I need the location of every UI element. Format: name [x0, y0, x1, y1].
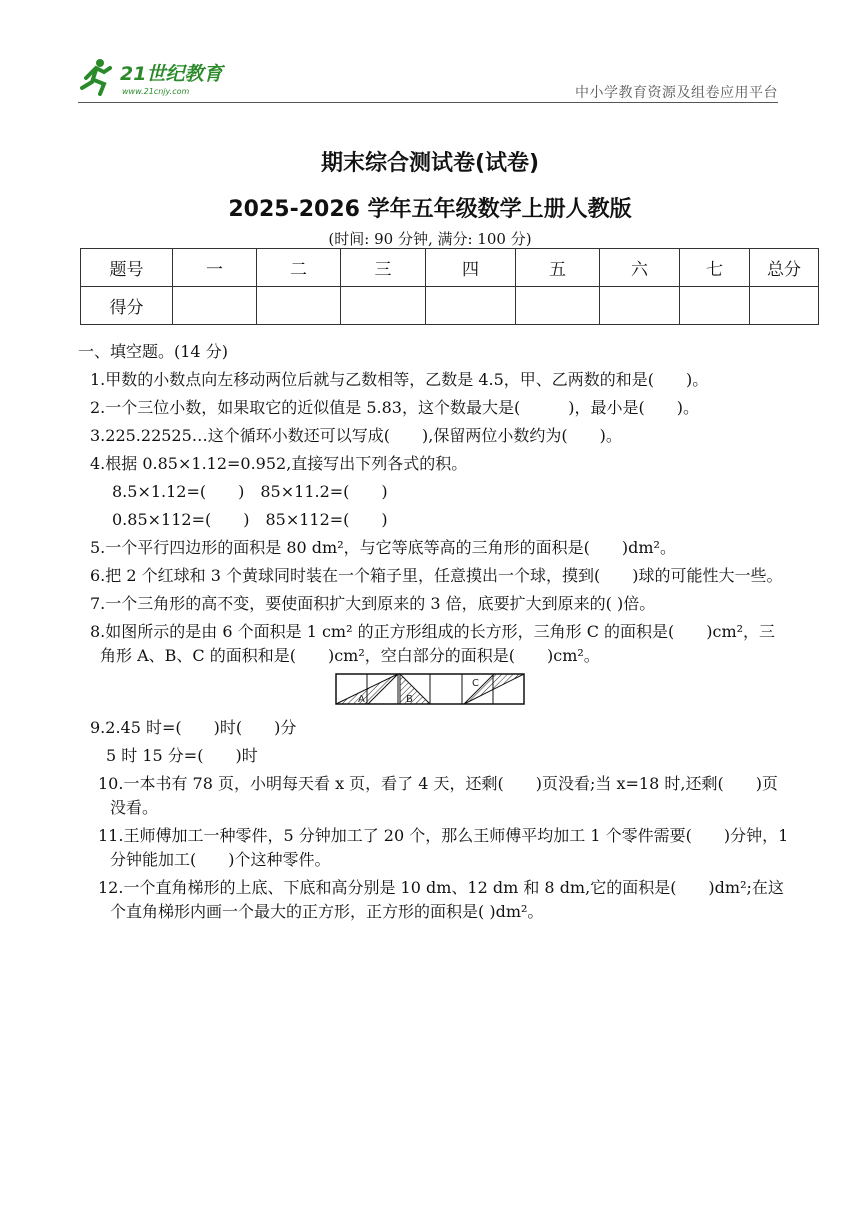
question-12: 12.一个直角梯形的上底、下底和高分别是 10 dm、12 dm 和 8 dm,它的面积是( )dm²;在这个直角梯形内画一个最大的正方形，正方形的面积是( )dm²。	[98, 878, 784, 921]
score-cell	[516, 287, 600, 325]
score-cell	[341, 287, 426, 325]
question-10: 10.一本书有 78 页，小明每天看 x 页，看了 4 天，还剩( )页没看;当 x=18 时,还剩( )页没看。	[98, 774, 778, 817]
score-table-score-row	[81, 287, 819, 325]
rectangle-figure	[78, 672, 790, 714]
question-3: 3.225.22525…这个循环小数还可以写成( ),保留两位小数约为( )。	[90, 426, 622, 445]
logo	[78, 56, 238, 100]
score-cell	[173, 287, 257, 325]
score-header-cell: 题号	[81, 249, 173, 287]
section-heading: 一、填空题。(14 分)	[78, 342, 228, 361]
score-cell	[600, 287, 680, 325]
question-4: 4.根据 0.85×1.12=0.952,直接写出下列各式的积。	[90, 454, 468, 473]
question-6: 6.把 2 个红球和 3 个黄球同时装在一个箱子里，任意摸出一个球，摸到( )球的可能性大一些。	[90, 566, 783, 585]
score-cell	[750, 287, 819, 325]
runner-icon	[82, 59, 110, 94]
score-cell	[426, 287, 516, 325]
platform-name: 中小学教育资源及组卷应用平台	[575, 85, 778, 101]
question-4-sub-2: 0.85×112=( ) 85×112=( )	[112, 510, 388, 529]
logo-url: www.21cnjy.com	[122, 87, 190, 96]
exam-subtitle: 2025-2026 学年五年级数学上册人教版	[228, 197, 632, 222]
exam-title: 期末综合测试卷(试卷)	[320, 151, 540, 176]
label-c: C	[472, 678, 479, 689]
score-header-cell: 一	[173, 249, 257, 287]
label-a: A	[358, 694, 365, 705]
score-header-cell: 五	[516, 249, 600, 287]
question-2: 2.一个三位小数，如果取它的近似值是 5.83，这个数最大是( )，最小是( )。	[90, 398, 699, 417]
time-info: (时间: 90 分钟, 满分: 100 分)	[328, 230, 532, 248]
score-table-header-row	[81, 249, 819, 287]
triangle-diagram	[334, 672, 526, 706]
score-header-cell: 总分	[750, 249, 819, 287]
question-9-sub: 5 时 15 分=( )时	[106, 746, 258, 765]
score-cell	[680, 287, 750, 325]
label-b: B	[406, 694, 413, 705]
question-1: 1.甲数的小数点向左移动两位后就与乙数相等，乙数是 4.5，甲、乙两数的和是( )。	[90, 370, 709, 389]
score-header-cell: 三	[341, 249, 426, 287]
question-7: 7.一个三角形的高不变，要使面积扩大到原来的 3 倍，底要扩大到原来的( )倍。	[90, 594, 656, 613]
triangle-b	[400, 674, 430, 704]
question-8: 8.如图所示的是由 6 个面积是 1 cm² 的正方形组成的长方形，三角形 C 的面积是( )cm²，三角形 A、B、C 的面积和是( )cm²，空白部分的面积是( )cm²。	[90, 622, 776, 665]
score-row-label: 得分	[81, 287, 173, 325]
header-divider	[78, 102, 778, 103]
score-cell	[257, 287, 341, 325]
question-11: 11.王师傅加工一种零件，5 分钟加工了 20 个，那么王师傅平均加工 1 个零件需要( )分钟，1 分钟能加工( )个这种零件。	[98, 826, 789, 869]
question-4-sub-1: 8.5×1.12=( ) 85×11.2=( )	[112, 482, 388, 501]
question-5: 5.一个平行四边形的面积是 80 dm²，与它等底等高的三角形的面积是( )dm²。	[90, 538, 676, 557]
logo-text: 21世纪教育	[120, 63, 223, 85]
question-9: 9.2.45 时=( )时( )分	[90, 718, 297, 737]
score-header-cell: 六	[600, 249, 680, 287]
score-table	[80, 248, 819, 325]
section-fill-in-blank	[78, 340, 790, 928]
page-header	[78, 52, 778, 104]
score-header-cell: 四	[426, 249, 516, 287]
score-header-cell: 七	[680, 249, 750, 287]
score-header-cell: 二	[257, 249, 341, 287]
